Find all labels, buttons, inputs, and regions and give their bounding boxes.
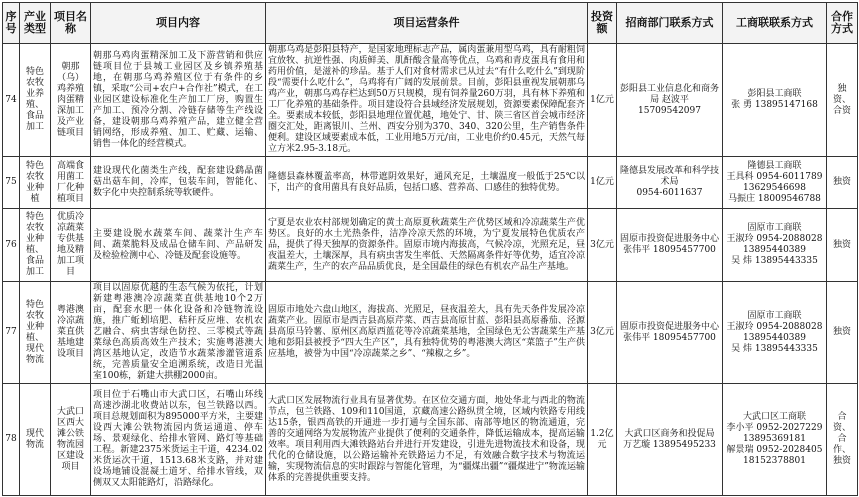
row-seq: 76: [3, 209, 20, 282]
table-row: [3, 282, 858, 384]
row-content: 建设现代化菌类生产线，配套建设鹞晶菌菇出菇车间，冷库，包装车间，智能化、数字化中央控制系统等软硬件。: [91, 157, 266, 209]
row-type: 特色农牧业养殖、食品加工: [20, 44, 51, 157]
table-header-row: [3, 3, 858, 44]
row-commerce-contact: 固原市工商联 王淑玲 0954-2088028 13895440389 吴 炜 13895443335: [723, 282, 827, 384]
row-conditions: 朝那乌鸡是彭阳县特产，是国家地理标志产品，属肉蛋兼用型乌鸡，具有耐粗饲宜放牧、抗逆性强、肉质鲜美、肌酐酸含量高等优点，乌鸡和青皮蛋具有食用和药用价值，是滋补的珍品。基于人们对食材需求已从过去“有什么吃什么”到现阶段“需要什么吃什么”，乌鸡将有广阔的发展前景。目前，彭阳县重视发展朝那乌鸡产业，朝那乌鸡存栏达到50万只规模，现有饲养量260万羽，具有林下养殖和工厂化养殖的基础条件。项目建设符合县域经济发展规划，资源要素保障配套齐全。要素成本较低，彭阳县地理位置优越，地处宁、甘、陕三省区首会城市经济圈交汇处，距离银川、兰州、西安分别为370、340、320公里，生产销售条件便利。建设区域要素成本低，工业用地5万元/亩，工业电价约0.45元，天然气每立方米2.95-3.18元。: [266, 44, 588, 157]
header-cooperation-mode: 合作方式: [827, 3, 858, 44]
row-investment: 3亿元: [588, 282, 617, 384]
row-content: 项目位于石嘴山市大武口区，石嘴山环线高速沙湖北收费站以东，包兰铁路以西。项目总规划面积为895000平方米，主要建设西大滩公铁物流园内货运通道、停车场、景观绿化、给排水管网、路灯等基础工程。新建2375米货运主干道，4234.02米货运次干道，1513.68米支路，并对建设场地铺设混凝土道牙、给排水管线，双侧双又太阳能路灯，沿路绿化。: [91, 384, 266, 496]
row-name: 朝那（乌）鸡养殖肉蛋精深加工及产业链项目: [51, 44, 91, 157]
row-type: 现代物流: [20, 384, 51, 496]
header-seq: 序号: [3, 3, 20, 44]
row-commerce-contact: 固原市工商联 王淑玲 0954-2088028 13895440389 吴 炜 13895443335: [723, 209, 827, 282]
row-type: 特色农牧业种植、食品加工: [20, 209, 51, 282]
row-name: 大武口区西大滩公铁物流园区建设项目: [51, 384, 91, 496]
row-seq: 74: [3, 44, 20, 157]
row-conditions: 宁夏是农业农村部规划确定的黄土高原夏秋蔬菜生产优势区域和冷凉蔬菜生产优势区。良好的水土光热条件，洁净冷凉天然的环境，为宁夏发展特色优质农产品，提供了得天独厚的资源条件。固原市境内海拔高，气候冷凉，光照充足，昼夜温差大，土壤深厚，具有病虫害发生率低、天然隔离条件好等优势，适宜冷凉蔬菜生产，生产的农产品品质优良，是全国最佳的绿色有机农产品生产基地。: [266, 209, 588, 282]
row-investment: 1亿元: [588, 44, 617, 157]
row-cooperation-mode: 独资、合资: [827, 44, 858, 157]
row-recruit-contact: 彭阳县工业信息化和商务局 赵波平 15709542097: [617, 44, 723, 157]
header-content: 项目内容: [91, 3, 266, 44]
row-cooperation-mode: 独资: [827, 157, 858, 209]
row-seq: 77: [3, 282, 20, 384]
header-conditions: 项目运营条件: [266, 3, 588, 44]
row-seq: 75: [3, 157, 20, 209]
row-content: 主要建设脱水蔬菜车间、蔬菜汁生产车间、蔬菜脆料及成品仓储车间、产品研发及检验检测中心、冷链及配套设施等。: [91, 209, 266, 282]
row-cooperation-mode: 独资: [827, 282, 858, 384]
table-row: [3, 157, 858, 209]
row-recruit-contact: 大武口区商务和投促局 万艺璇 13895495233: [617, 384, 723, 496]
row-type: 特色农牧业种植: [20, 157, 51, 209]
header-commerce-contact: 工商联联系方式: [723, 3, 827, 44]
row-investment: 1亿元: [588, 157, 617, 209]
row-content: 朝那乌鸡肉蛋精深加工及下游营销和供应链项目位于县城工业园区及乡镇养殖基地，在朝那乌鸡养殖区位于有条件的乡镇，采取“公司+农户+合作社”模式，在工业园区建设标准化生产加工厂房，购置生产加工、预冷分割、冷链存储等生产线设备，建设朝那乌鸡养殖产品，建立健全营销网络，形成养殖、加工、贮藏、运输、销售一体化的经营模式。: [91, 44, 266, 157]
header-recruit-contact: 招商部门联系方式: [617, 3, 723, 44]
header-investment: 投资额: [588, 3, 617, 44]
row-commerce-contact: 大武口区工商联 李小平 0952-2027229 13895369181 解景瑞 0952-2028405 18152378801: [723, 384, 827, 496]
row-name: 优质冷凉蔬菜专供基地及精加工项目: [51, 209, 91, 282]
header-name: 项目名称: [51, 3, 91, 44]
header-type: 产业类型: [20, 3, 51, 44]
row-commerce-contact: 隆德县工商联 王具科 0954-6011789 13629546698 马振庄 18009546788: [723, 157, 827, 209]
row-name: 粤港澳冷凉蔬菜直供基地建设项目: [51, 282, 91, 384]
row-conditions: 大武口区发展物流行业具有显著优势。在区位交通方面，地处华北与西北的物流节点，包兰铁路、109和110国道，京藏高速公路纵贯全境，区域内铁路专用线达15条，银西高铁的开通进一步打通与全国东部、南部等地区的物流通道，完善的交通网络为发展物流产业提供了便利的交通条件，降低运输成本，提高运输效率。项目利用西大滩铁路站台并进行开发建设，引进先进物流技术和设备，现代化的仓储设施，以公路运输补充铁路运力不足，有效融合数字技术与物流运输，实现物流信息的实时跟踪与智能化管理，为“疆煤出疆”“疆煤进宁”物流运输体系的完善提供重要支持。: [266, 384, 588, 496]
row-cooperation-mode: 独资: [827, 209, 858, 282]
row-recruit-contact: 固原市投资促进服务中心 张伟平 18095457700: [617, 209, 723, 282]
project-table: [2, 2, 858, 496]
table-row: [3, 209, 858, 282]
row-recruit-contact: 固原市投资促进服务中心 张伟平 18095457700: [617, 282, 723, 384]
row-seq: 78: [3, 384, 20, 496]
row-investment: 1.2亿元: [588, 384, 617, 496]
table-row: [3, 44, 858, 157]
row-recruit-contact: 隆德县发展改革和科学技术局 0954-6011637: [617, 157, 723, 209]
row-type: 特色农牧业种植、现代物流: [20, 282, 51, 384]
row-content: 项目以固原优越的生态气候为依托，计划新建粤港澳冷凉蔬菜直供基地10个2万亩，配套水肥一体化设备和冷链物流设施，推广蚯蚓培肥、秸秆反应堆、农机农艺融合、病虫害绿色防控、三零模式等蔬菜绿色高质高效生产技术；实施粤港澳大湾区基地认定，改造节水蔬菜渗灌管道系统，完善质量安全追溯系统，改造日光温室100栋，新建大拱棚2000亩。: [91, 282, 266, 384]
row-conditions: 固原市地处六盘山地区，海拔高、光照足，昼夜温差大，具有先天条件发展冷凉蔬菜产业。固原市是西吉县高原芹菜、西吉县高原甘蓝、彭阳县高原番茄、泾源县高原马铃薯、原州区高原西蓝花等冷凉蔬菜基地，全国绿色无公害蔬菜生产基地和彭阳县被授予“四大生产区”，具有独特优势的粤港澳大湾区“菜篮子”生产供应基地，被誉为中国“冷凉蔬菜之乡”、“辣椒之乡”。: [266, 282, 588, 384]
row-cooperation-mode: 合资、合作、独资: [827, 384, 858, 496]
row-conditions: 隆德县森林覆盖率高，林带遮阴效果好，通风充足，土壤温度一般低于25℃以下，出产的食用菌具有良好品质，包括口感、营养高、口感佳的独特优势。: [266, 157, 588, 209]
row-investment: 3亿元: [588, 209, 617, 282]
row-commerce-contact: 彭阳县工商联 张 勇 13895147168: [723, 44, 827, 157]
table-row: [3, 384, 858, 496]
row-name: 高端食用菌工厂化种植项目: [51, 157, 91, 209]
